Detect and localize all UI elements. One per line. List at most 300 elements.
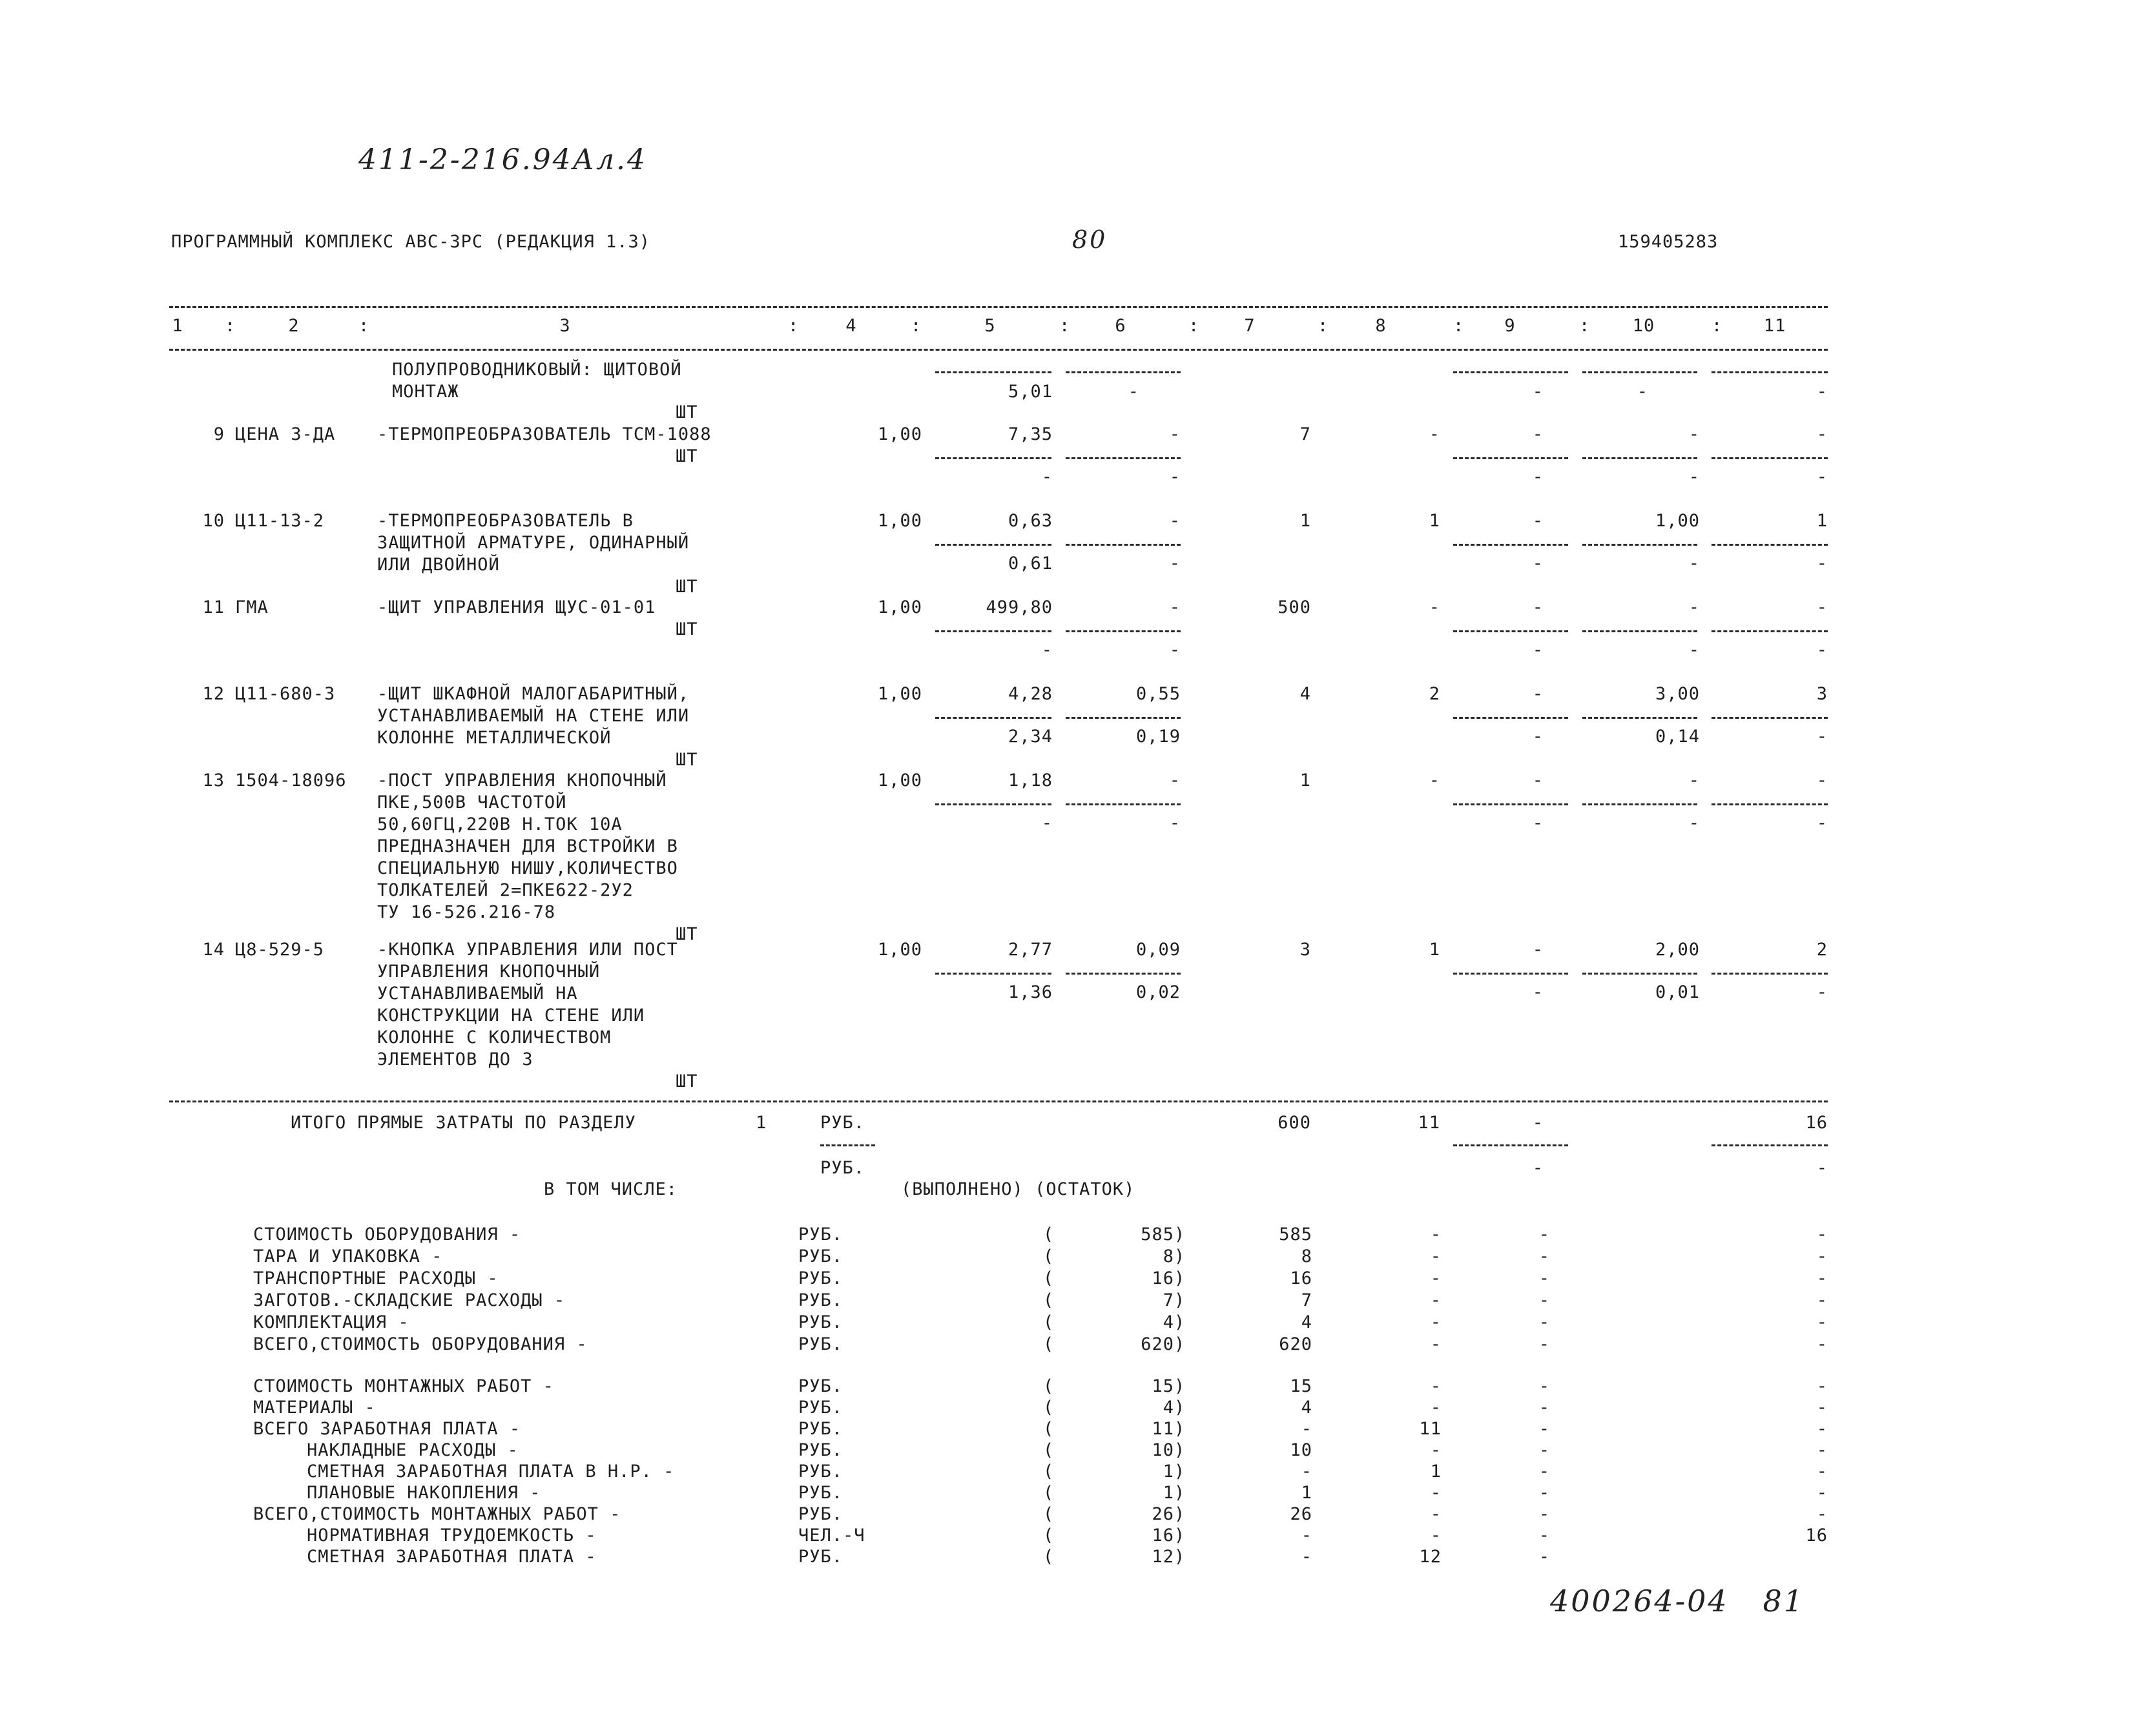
item-number: 12 bbox=[202, 684, 225, 704]
item-description-line: ЭЛЕМЕНТОВ ДО 3 bbox=[377, 1049, 533, 1070]
item-col10-sub: 0,01 bbox=[1655, 982, 1700, 1002]
totals-col9-sub: - bbox=[1532, 1158, 1544, 1178]
continuation-col11: - bbox=[1816, 382, 1828, 402]
item-col9: - bbox=[1532, 770, 1544, 790]
subtotal-rule bbox=[1066, 803, 1181, 805]
item-col7: 500 bbox=[1277, 597, 1311, 617]
item-description-line: 50,60ГЦ,220В Н.ТОК 10А bbox=[377, 814, 623, 834]
subtotal-rule bbox=[1712, 1144, 1828, 1146]
column-header-8: 8 bbox=[1375, 316, 1387, 336]
item-description-line: -ПОСТ УПРАВЛЕНИЯ КНОПОЧНЫЙ bbox=[377, 770, 667, 790]
subtotal-rule bbox=[1712, 630, 1828, 632]
summary-done: 16 bbox=[1152, 1268, 1174, 1288]
item-col7: 3 bbox=[1299, 940, 1311, 960]
summary-label: СМЕТНАЯ ЗАРАБОТНАЯ ПЛАТА В Н.Р. - bbox=[307, 1462, 675, 1482]
item-number: 14 bbox=[202, 940, 225, 960]
summary-unit: РУБ. bbox=[798, 1483, 843, 1503]
item-col9-sub: - bbox=[1532, 727, 1544, 747]
summary-col7: - bbox=[1301, 1419, 1312, 1439]
summary-col11: - bbox=[1816, 1312, 1828, 1332]
summary-col7: - bbox=[1301, 1547, 1312, 1567]
program-header: ПРОГРАММНЫЙ КОМПЛЕКС АВС-3РС (РЕДАКЦИЯ 1.3) bbox=[171, 232, 650, 252]
summary-done: 4 bbox=[1163, 1398, 1174, 1418]
item-col11-sub: - bbox=[1816, 813, 1828, 833]
item-code: ЦЕНА З-ДА bbox=[235, 424, 336, 444]
item-col6: - bbox=[1169, 770, 1181, 790]
subtotal-rule bbox=[1582, 973, 1697, 975]
including-label: В ТОМ ЧИСЛЕ: bbox=[544, 1179, 678, 1199]
item-description-line: КОНСТРУКЦИИ НА СТЕНЕ ИЛИ bbox=[377, 1006, 645, 1026]
column-separator: : bbox=[1579, 316, 1591, 336]
item-col9-sub: - bbox=[1532, 982, 1544, 1002]
summary-label: ЗАГОТОВ.-СКЛАДСКИЕ РАСХОДЫ - bbox=[253, 1290, 566, 1310]
item-description-line: СПЕЦИАЛЬНУЮ НИШУ,КОЛИЧЕСТВО bbox=[377, 858, 678, 878]
item-unit: ШТ bbox=[676, 446, 698, 466]
totals-col8: 11 bbox=[1418, 1113, 1440, 1133]
continuation-desc-line: МОНТАЖ bbox=[392, 382, 459, 402]
paren-close: ) bbox=[1174, 1525, 1186, 1545]
summary-unit: РУБ. bbox=[798, 1268, 843, 1288]
summary-unit: РУБ. bbox=[798, 1504, 843, 1524]
paren-open: ( bbox=[1043, 1290, 1055, 1310]
item-col11-sub: - bbox=[1816, 982, 1828, 1002]
summary-col8: - bbox=[1430, 1224, 1442, 1245]
subtotal-rule bbox=[935, 717, 1051, 719]
item-col6-sub: - bbox=[1169, 813, 1181, 833]
item-description-line: ТУ 16-526.216-78 bbox=[377, 902, 556, 922]
item-col10: - bbox=[1688, 597, 1700, 617]
summary-col7: 10 bbox=[1290, 1440, 1312, 1460]
summary-done: 620 bbox=[1141, 1334, 1174, 1354]
summary-col7: 7 bbox=[1301, 1290, 1312, 1310]
totals-section: 1 bbox=[756, 1113, 767, 1133]
summary-col9: - bbox=[1538, 1312, 1550, 1332]
continuation-col6: - bbox=[1128, 382, 1139, 402]
totals-unit-rule bbox=[820, 1144, 875, 1146]
summary-label: ВСЕГО,СТОИМОСТЬ МОНТАЖНЫХ РАБОТ - bbox=[253, 1504, 621, 1524]
item-description-line: -КНОПКА УПРАВЛЕНИЯ ИЛИ ПОСТ bbox=[377, 940, 678, 960]
summary-unit: РУБ. bbox=[798, 1290, 843, 1310]
item-col11-sub: - bbox=[1816, 640, 1828, 660]
item-col10: 2,00 bbox=[1655, 940, 1700, 960]
paren-close: ) bbox=[1174, 1398, 1186, 1418]
paren-close: ) bbox=[1174, 1504, 1186, 1524]
summary-unit: РУБ. bbox=[798, 1440, 843, 1460]
paren-open: ( bbox=[1043, 1419, 1055, 1439]
item-col7: 4 bbox=[1299, 684, 1311, 704]
summary-label: КОМПЛЕКТАЦИЯ - bbox=[253, 1312, 409, 1332]
item-qty: 1,00 bbox=[877, 597, 922, 617]
item-col10-sub: - bbox=[1688, 553, 1700, 574]
column-separator: : bbox=[1453, 316, 1465, 336]
continuation-unit: ШТ bbox=[676, 402, 698, 422]
item-description-line: УПРАВЛЕНИЯ КНОПОЧНЫЙ bbox=[377, 962, 601, 982]
item-code: 1504-18096 bbox=[235, 770, 347, 790]
item-col5-sub: 2,34 bbox=[1008, 727, 1053, 747]
subtotal-rule bbox=[1712, 457, 1828, 459]
totals-unit2: РУБ. bbox=[820, 1158, 865, 1178]
paren-close: ) bbox=[1174, 1268, 1186, 1288]
item-col10-sub: 0,14 bbox=[1655, 727, 1700, 747]
item-col7: 7 bbox=[1299, 424, 1311, 444]
paren-open: ( bbox=[1043, 1268, 1055, 1288]
totals-unit: РУБ. bbox=[820, 1113, 865, 1133]
summary-label: СТОИМОСТЬ МОНТАЖНЫХ РАБОТ - bbox=[253, 1376, 554, 1396]
paren-open: ( bbox=[1043, 1525, 1055, 1545]
item-col9: - bbox=[1532, 597, 1544, 617]
column-header-6: 6 bbox=[1115, 316, 1126, 336]
item-col10-sub: - bbox=[1688, 640, 1700, 660]
item-description-line: ЗАЩИТНОЙ АРМАТУРЕ, ОДИНАРНЫЙ bbox=[377, 533, 690, 553]
summary-col7: 15 bbox=[1290, 1376, 1312, 1396]
summary-col8: - bbox=[1430, 1290, 1442, 1310]
summary-col9: - bbox=[1538, 1547, 1550, 1567]
summary-col9: - bbox=[1538, 1525, 1550, 1545]
summary-unit: РУБ. bbox=[798, 1419, 843, 1439]
item-col6: - bbox=[1169, 597, 1181, 617]
column-separator: : bbox=[1712, 316, 1723, 336]
item-col10-sub: - bbox=[1688, 813, 1700, 833]
item-col6-sub: - bbox=[1169, 640, 1181, 660]
item-description-line: ИЛИ ДВОЙНОЙ bbox=[377, 555, 500, 575]
summary-col8: - bbox=[1430, 1483, 1442, 1503]
continuation-col10: - bbox=[1637, 382, 1648, 402]
summary-col9: - bbox=[1538, 1440, 1550, 1460]
paren-open: ( bbox=[1043, 1246, 1055, 1266]
summary-col9: - bbox=[1538, 1334, 1550, 1354]
handwritten-doc-code: 411-2-216.94Ал.4 bbox=[358, 143, 647, 176]
summary-col8: - bbox=[1430, 1246, 1442, 1266]
paren-open: ( bbox=[1043, 1547, 1055, 1567]
summary-label: ТАРА И УПАКОВКА - bbox=[253, 1246, 443, 1266]
column-separator: : bbox=[358, 316, 370, 336]
continuation-col5: 5,01 bbox=[1008, 382, 1053, 402]
summary-col11: - bbox=[1816, 1483, 1828, 1503]
summary-unit: РУБ. bbox=[798, 1547, 843, 1567]
summary-done: 4 bbox=[1163, 1312, 1174, 1332]
subtotal-rule bbox=[1453, 973, 1568, 975]
summary-done: 12 bbox=[1152, 1547, 1174, 1567]
column-header-2: 2 bbox=[288, 316, 300, 336]
summary-col8: 11 bbox=[1419, 1419, 1442, 1439]
summary-col11: - bbox=[1816, 1224, 1828, 1245]
item-col11: - bbox=[1816, 770, 1828, 790]
column-header-7: 7 bbox=[1244, 316, 1256, 336]
column-separator: : bbox=[225, 316, 236, 336]
item-col5-sub: - bbox=[1041, 640, 1053, 660]
item-col5: 2,77 bbox=[1008, 940, 1053, 960]
paren-open: ( bbox=[1043, 1440, 1055, 1460]
item-col5: 1,18 bbox=[1008, 770, 1053, 790]
item-col8: 2 bbox=[1429, 684, 1440, 704]
paren-close: ) bbox=[1174, 1290, 1186, 1310]
item-unit: ШТ bbox=[676, 924, 698, 944]
summary-label: СТОИМОСТЬ ОБОРУДОВАНИЯ - bbox=[253, 1224, 521, 1245]
summary-col8: - bbox=[1430, 1440, 1442, 1460]
item-unit: ШТ bbox=[676, 1071, 698, 1091]
item-col11: 1 bbox=[1816, 511, 1828, 531]
paren-close: ) bbox=[1174, 1224, 1186, 1245]
item-col6-sub: 0,19 bbox=[1135, 727, 1181, 747]
column-separator: : bbox=[1318, 316, 1329, 336]
subtotal-rule bbox=[935, 544, 1051, 546]
item-number: 11 bbox=[202, 597, 225, 617]
item-code: Ц11-680-3 bbox=[235, 684, 336, 704]
summary-col9: - bbox=[1538, 1483, 1550, 1503]
item-description-line: ТОЛКАТЕЛЕЙ 2=ПКЕ622-2У2 bbox=[377, 880, 634, 900]
item-description-line: УСТАНАВЛИВАЕМЫЙ НА СТЕНЕ ИЛИ bbox=[377, 706, 690, 726]
summary-unit: РУБ. bbox=[798, 1334, 843, 1354]
summary-col8: - bbox=[1430, 1525, 1442, 1545]
doc-id: 159405283 bbox=[1618, 232, 1719, 252]
item-col9: - bbox=[1532, 424, 1544, 444]
done-remaining-label: (ВЫПОЛНЕНО) (ОСТАТОК) bbox=[901, 1179, 1135, 1199]
subtotal-rule bbox=[1066, 457, 1181, 459]
summary-col9: - bbox=[1538, 1419, 1550, 1439]
item-col6: 0,55 bbox=[1135, 684, 1181, 704]
item-description-line: КОЛОННЕ МЕТАЛЛИЧЕСКОЙ bbox=[377, 728, 612, 748]
table-bottom-rule bbox=[169, 1100, 1828, 1102]
column-header-10: 10 bbox=[1632, 316, 1655, 336]
item-col8: 1 bbox=[1429, 511, 1440, 531]
column-header-9: 9 bbox=[1504, 316, 1516, 336]
paren-close: ) bbox=[1174, 1334, 1186, 1354]
summary-label: МАТЕРИАЛЫ - bbox=[253, 1398, 376, 1418]
column-header-1: 1 bbox=[172, 316, 183, 336]
paren-close: ) bbox=[1174, 1246, 1186, 1266]
totals-col11-sub: - bbox=[1816, 1158, 1828, 1178]
subtotal-rule bbox=[935, 371, 1051, 373]
summary-col9: - bbox=[1538, 1376, 1550, 1396]
summary-done: 7 bbox=[1163, 1290, 1174, 1310]
summary-col7: - bbox=[1301, 1525, 1312, 1545]
paren-open: ( bbox=[1043, 1462, 1055, 1482]
paren-open: ( bbox=[1043, 1376, 1055, 1396]
summary-col7: - bbox=[1301, 1462, 1312, 1482]
subtotal-rule bbox=[1066, 371, 1181, 373]
paren-close: ) bbox=[1174, 1376, 1186, 1396]
paren-close: ) bbox=[1174, 1312, 1186, 1332]
item-qty: 1,00 bbox=[877, 684, 922, 704]
summary-done: 11 bbox=[1152, 1419, 1174, 1439]
item-col10-sub: - bbox=[1688, 467, 1700, 487]
item-col7: 1 bbox=[1299, 770, 1311, 790]
summary-unit: РУБ. bbox=[798, 1246, 843, 1266]
summary-col8: 12 bbox=[1419, 1547, 1442, 1567]
item-col6-sub: - bbox=[1169, 553, 1181, 574]
continuation-desc-line: ПОЛУПРОВОДНИКОВЫЙ: ЩИТОВОЙ bbox=[392, 360, 682, 380]
summary-col8: - bbox=[1430, 1312, 1442, 1332]
summary-col11: 16 bbox=[1805, 1525, 1828, 1545]
item-description-line: ПКЕ,500В ЧАСТОТОЙ bbox=[377, 792, 567, 812]
item-col5: 4,28 bbox=[1008, 684, 1053, 704]
item-col11: - bbox=[1816, 424, 1828, 444]
summary-col7: 26 bbox=[1290, 1504, 1312, 1524]
subtotal-rule bbox=[1453, 630, 1568, 632]
summary-label: НАКЛАДНЫЕ РАСХОДЫ - bbox=[307, 1440, 519, 1460]
item-col10: 3,00 bbox=[1655, 684, 1700, 704]
page-number: 80 bbox=[1072, 225, 1108, 254]
subtotal-rule bbox=[1453, 717, 1568, 719]
header-bottom-rule bbox=[169, 349, 1828, 351]
summary-col7: 4 bbox=[1301, 1312, 1312, 1332]
item-code: ГМА bbox=[235, 597, 269, 617]
subtotal-rule bbox=[1712, 717, 1828, 719]
summary-label: НОРМАТИВНАЯ ТРУДОЕМКОСТЬ - bbox=[307, 1525, 597, 1545]
paren-open: ( bbox=[1043, 1504, 1055, 1524]
summary-col11: - bbox=[1816, 1246, 1828, 1266]
item-description-line: -ЩИТ ШКАФНОЙ МАЛОГАБАРИТНЫЙ, bbox=[377, 684, 690, 704]
subtotal-rule bbox=[1582, 544, 1697, 546]
summary-col11: - bbox=[1816, 1419, 1828, 1439]
summary-col11: - bbox=[1816, 1290, 1828, 1310]
summary-col8: - bbox=[1430, 1398, 1442, 1418]
subtotal-rule bbox=[935, 973, 1051, 975]
item-unit: ШТ bbox=[676, 619, 698, 639]
summary-col7: 4 bbox=[1301, 1398, 1312, 1418]
summary-done: 1 bbox=[1163, 1462, 1174, 1482]
summary-col11: - bbox=[1816, 1398, 1828, 1418]
item-col9-sub: - bbox=[1532, 553, 1544, 574]
summary-done: 16 bbox=[1152, 1525, 1174, 1545]
summary-done: 1 bbox=[1163, 1483, 1174, 1503]
item-description-line: УСТАНАВЛИВАЕМЫЙ НА bbox=[377, 984, 578, 1004]
paren-open: ( bbox=[1043, 1483, 1055, 1503]
item-col10: - bbox=[1688, 424, 1700, 444]
item-col6: - bbox=[1169, 424, 1181, 444]
summary-col8: - bbox=[1430, 1504, 1442, 1524]
item-col5-sub: - bbox=[1041, 467, 1053, 487]
subtotal-rule bbox=[1453, 1144, 1568, 1146]
item-description-line: -ТЕРМОПРЕОБРАЗОВАТЕЛЬ ТСМ-1088 bbox=[377, 424, 712, 444]
summary-label: ВСЕГО,СТОИМОСТЬ ОБОРУДОВАНИЯ - bbox=[253, 1334, 588, 1354]
summary-col9: - bbox=[1538, 1246, 1550, 1266]
item-col8: - bbox=[1429, 597, 1440, 617]
summary-col9: - bbox=[1538, 1224, 1550, 1245]
item-col9-sub: - bbox=[1532, 813, 1544, 833]
subtotal-rule bbox=[1712, 973, 1828, 975]
paren-open: ( bbox=[1043, 1312, 1055, 1332]
summary-col7: 16 bbox=[1290, 1268, 1312, 1288]
summary-unit: РУБ. bbox=[798, 1312, 843, 1332]
paren-close: ) bbox=[1174, 1462, 1186, 1482]
subtotal-rule bbox=[1066, 630, 1181, 632]
item-col9: - bbox=[1532, 684, 1544, 704]
item-col5: 0,63 bbox=[1008, 511, 1053, 531]
summary-unit: РУБ. bbox=[798, 1224, 843, 1245]
subtotal-rule bbox=[1712, 544, 1828, 546]
paren-close: ) bbox=[1174, 1440, 1186, 1460]
summary-label: ТРАНСПОРТНЫЕ РАСХОДЫ - bbox=[253, 1268, 499, 1288]
summary-done: 10 bbox=[1152, 1440, 1174, 1460]
subtotal-rule bbox=[1453, 544, 1568, 546]
item-col10: - bbox=[1688, 770, 1700, 790]
continuation-col9: - bbox=[1532, 382, 1544, 402]
item-col8: 1 bbox=[1429, 940, 1440, 960]
item-code: Ц8-529-5 bbox=[235, 940, 325, 960]
summary-col11: - bbox=[1816, 1334, 1828, 1354]
paren-close: ) bbox=[1174, 1547, 1186, 1567]
subtotal-rule bbox=[1582, 630, 1697, 632]
column-header-11: 11 bbox=[1763, 316, 1786, 336]
item-col10: 1,00 bbox=[1655, 511, 1700, 531]
summary-col8: - bbox=[1430, 1376, 1442, 1396]
subtotal-rule bbox=[1453, 803, 1568, 805]
summary-col11: - bbox=[1816, 1440, 1828, 1460]
summary-col9: - bbox=[1538, 1462, 1550, 1482]
paren-open: ( bbox=[1043, 1334, 1055, 1354]
item-col6: - bbox=[1169, 511, 1181, 531]
summary-label: ВСЕГО ЗАРАБОТНАЯ ПЛАТА - bbox=[253, 1419, 521, 1439]
subtotal-rule bbox=[1582, 803, 1697, 805]
item-col11: 3 bbox=[1816, 684, 1828, 704]
paren-close: ) bbox=[1174, 1483, 1186, 1503]
item-description-line: КОЛОННЕ С КОЛИЧЕСТВОМ bbox=[377, 1028, 612, 1048]
item-col9: - bbox=[1532, 940, 1544, 960]
item-qty: 1,00 bbox=[877, 424, 922, 444]
summary-col9: - bbox=[1538, 1290, 1550, 1310]
summary-label: ПЛАНОВЫЕ НАКОПЛЕНИЯ - bbox=[307, 1483, 541, 1503]
summary-col11: - bbox=[1816, 1268, 1828, 1288]
column-separator: : bbox=[788, 316, 800, 336]
item-qty: 1,00 bbox=[877, 940, 922, 960]
header-top-rule bbox=[169, 306, 1828, 308]
item-col6-sub: 0,02 bbox=[1135, 982, 1181, 1002]
summary-col8: - bbox=[1430, 1268, 1442, 1288]
summary-unit: РУБ. bbox=[798, 1462, 843, 1482]
column-separator: : bbox=[911, 316, 922, 336]
item-col8: - bbox=[1429, 424, 1440, 444]
item-col6: 0,09 bbox=[1135, 940, 1181, 960]
item-number: 10 bbox=[202, 511, 225, 531]
item-col11-sub: - bbox=[1816, 553, 1828, 574]
item-col11-sub: - bbox=[1816, 467, 1828, 487]
subtotal-rule bbox=[1582, 457, 1697, 459]
summary-col7: 585 bbox=[1279, 1224, 1312, 1245]
totals-col9: - bbox=[1532, 1113, 1544, 1133]
summary-unit: РУБ. bbox=[798, 1398, 843, 1418]
subtotal-rule bbox=[1712, 371, 1828, 373]
item-unit: ШТ bbox=[676, 750, 698, 770]
summary-done: 26 bbox=[1152, 1504, 1174, 1524]
item-col7: 1 bbox=[1299, 511, 1311, 531]
item-col9: - bbox=[1532, 511, 1544, 531]
subtotal-rule bbox=[935, 630, 1051, 632]
item-description-line: -ТЕРМОПРЕОБРАЗОВАТЕЛЬ В bbox=[377, 511, 634, 531]
summary-col9: - bbox=[1538, 1268, 1550, 1288]
subtotal-rule bbox=[1066, 717, 1181, 719]
summary-col7: 8 bbox=[1301, 1246, 1312, 1266]
summary-col7: 1 bbox=[1301, 1483, 1312, 1503]
item-col5-sub: - bbox=[1041, 813, 1053, 833]
item-col11: 2 bbox=[1816, 940, 1828, 960]
subtotal-rule bbox=[1453, 371, 1568, 373]
item-col9-sub: - bbox=[1532, 467, 1544, 487]
subtotal-rule bbox=[1582, 717, 1697, 719]
item-col11: - bbox=[1816, 597, 1828, 617]
column-separator: : bbox=[1188, 316, 1200, 336]
item-description-line: -ЩИТ УПРАВЛЕНИЯ ЩУС-01-01 bbox=[377, 597, 656, 617]
item-col8: - bbox=[1429, 770, 1440, 790]
subtotal-rule bbox=[1712, 803, 1828, 805]
paren-open: ( bbox=[1043, 1224, 1055, 1245]
item-unit: ШТ bbox=[676, 577, 698, 597]
item-col6-sub: - bbox=[1169, 467, 1181, 487]
summary-col8: 1 bbox=[1430, 1462, 1442, 1482]
summary-col11: - bbox=[1816, 1376, 1828, 1396]
summary-col9: - bbox=[1538, 1504, 1550, 1524]
item-code: Ц11-13-2 bbox=[235, 511, 325, 531]
